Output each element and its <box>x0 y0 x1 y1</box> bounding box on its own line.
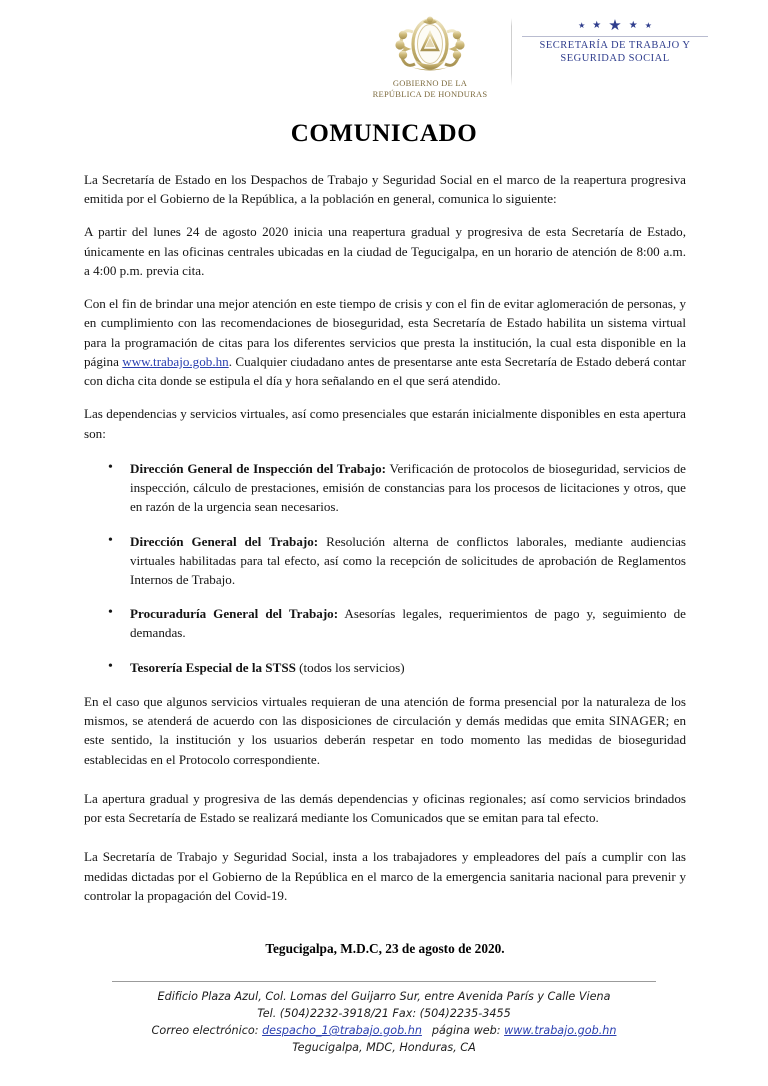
service-description: Asesorías legales, requerimientos de pago y, seguimiento de demandas. <box>130 606 686 641</box>
government-crest-block <box>355 14 505 99</box>
list-item <box>84 604 686 642</box>
footer-address: Edificio Plaza Azul, Col. Lomas del Guijarro Sur, entre Avenida París y Calle Viena <box>157 989 611 1003</box>
five-stars-icon: ★ ★ ★ ★ ★ <box>578 17 652 34</box>
crest-caption-line1: GOBIERNO DE LA <box>392 78 468 88</box>
service-name: Dirección General del Trabajo: <box>130 533 319 549</box>
footer-web-label: página web: <box>431 1023 501 1037</box>
list-item <box>84 459 686 517</box>
letterhead <box>0 0 768 99</box>
service-description: (todos los servicios) <box>295 659 405 675</box>
paragraph-virtual-system-text2: . Cualquier ciudadano antes de presentarse ante esta Secretaría de Estado deberá contar con dicha cita donde se estipula el día y hora señalando en el que será atendido. <box>84 353 686 389</box>
list-item <box>84 532 686 590</box>
service-name: Tesorería Especial de la STSS <box>130 659 296 675</box>
footer-email-link[interactable]: despacho_1@trabajo.gob.hn <box>262 1023 422 1037</box>
paragraph-virtual-system <box>84 294 686 390</box>
footer-website-link[interactable]: www.trabajo.gob.hn <box>504 1023 617 1037</box>
service-description: Verificación de protocolos de bioseguridad, servicios de inspección, cálculo de prestaciones, emisión de constancias para los procesos de licitaciones y otros, que en razón de la urgencia sean necesarios. <box>130 460 686 515</box>
service-name: Procuraduría General del Trabajo: <box>130 606 339 622</box>
paragraph-services-intro: Las dependencias y servicios virtuales, así como presenciales que estarán inicialmente disponibles en esta apertura son: <box>84 406 686 441</box>
paragraph-intro: La Secretaría de Estado en los Despachos de Trabajo y Seguridad Social en el marco de la reapertura progresiva emitida por el Gobierno de la República, a la población en general, comunica lo siguiente: <box>84 172 686 207</box>
paragraph-virtual-system-text1: Con el fin de brindar una mejor atención en este tiempo de crisis y con el fin de evitar aglomeración de personas, y en cumplimiento con las recomendaciones de bioseguridad, esta Secretaría de Estado habilita un sistema virtual para la programación de citas para los diferentes servicios que presta la institución, la cual esta disponible en la página <box>84 296 686 369</box>
trabajo-website-link[interactable]: www.trabajo.gob.hn <box>122 353 229 369</box>
honduras-coat-of-arms-icon <box>387 14 473 76</box>
document-body <box>0 170 768 957</box>
services-list <box>84 459 686 677</box>
paragraph-gradual-opening: La apertura gradual y progresiva de las demás dependencias y oficinas regionales; así como servicios brindados por esta Secretaría de Estado se realizará mediante los Comunicados que se emitan para tal efecto. <box>84 790 686 826</box>
footer-divider <box>112 981 656 982</box>
footer-phones: Tel. (504)2232-3918/21 Fax: (504)2235-3455 <box>257 1006 511 1020</box>
ministry-name-line1: SECRETARÍA DE TRABAJO Y <box>539 40 691 51</box>
list-item <box>84 658 686 677</box>
paragraph-sinager: En el caso que algunos servicios virtuales requieran de una atención de forma presencial por la naturaleza de los mismos, se atenderá de acuerdo con las disposiciones de circulación y demás medidas que emita SINAGER; en este sentido, la institución y los usuarios deberán respetar en todo momento las medidas de bioseguridad establecidas en el Protocolo correspondiente. <box>84 693 686 767</box>
document-footer <box>0 981 768 1056</box>
footer-city: Tegucigalpa, MDC, Honduras, CA <box>292 1040 476 1054</box>
ministry-logo-block <box>522 14 708 66</box>
service-name: Dirección General de Inspección del Trabajo: <box>130 460 386 476</box>
service-description: Resolución alterna de conflictos laborales, mediante audiencias virtuales habilitadas para tal efecto, así como la recepción de solicitudes de aprobación de Reglamentos Internos de Trabajo. <box>130 533 686 587</box>
page-title: COMUNICADO <box>290 120 478 147</box>
paragraph-reopening-date: A partir del lunes 24 de agosto 2020 inicia una reapertura gradual y progresiva de esta Secretaría de Estado, únicamente en las oficinas centrales ubicadas en la ciudad de Tegucigalpa, en un horario de atención de 8:00 a.m. a 4:00 p.m. previa cita. <box>84 224 686 278</box>
ministry-name-line2: SEGURIDAD SOCIAL <box>560 52 670 64</box>
ministry-name <box>540 40 691 66</box>
ministry-logo-rule <box>522 36 708 37</box>
paragraph-covid-measures: La Secretaría de Trabajo y Seguridad Social, insta a los trabajadores y empleadores del país a cumplir con las medidas dictadas por el Gobierno de la República en el marco de la emergencia sanitaria nacional para prevenir y controlar la propagación del Covid-19. <box>84 849 686 903</box>
header-divider <box>511 18 512 86</box>
footer-email-label: Correo electrónico: <box>151 1023 259 1037</box>
crest-caption-line2: REPÚBLICA DE HONDURAS <box>372 88 488 99</box>
crest-caption <box>373 78 488 99</box>
footer-email-web-line <box>80 1022 688 1039</box>
footer-contact-info <box>80 988 688 1056</box>
signoff-line: Tegucigalpa, M.D.C, 23 de agosto de 2020. <box>265 941 505 957</box>
